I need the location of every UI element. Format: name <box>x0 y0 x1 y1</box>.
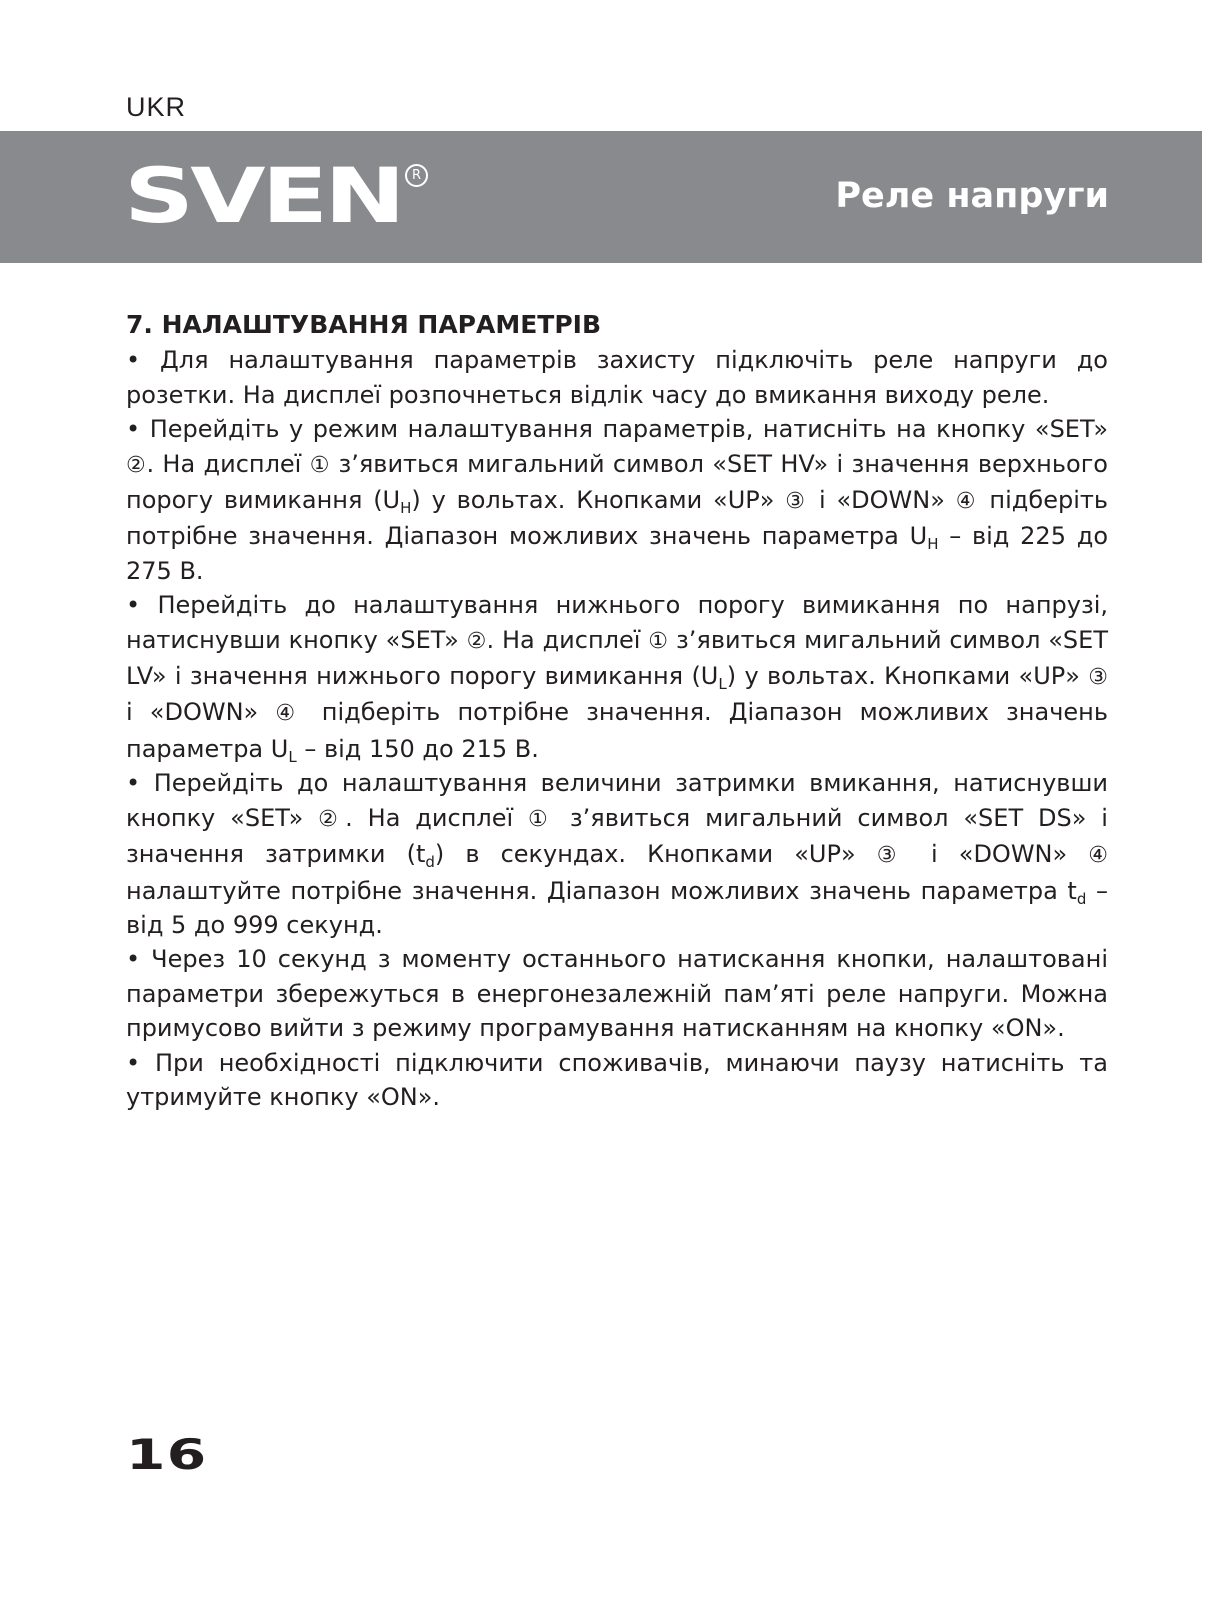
paragraph-connect: • Для налаштування параметрів захисту підключіть реле напруги до розетки. На дисплеї розпочнеться відлік часу до вмикання виходу реле. <box>126 346 1108 409</box>
set-button-ref-icon: ② <box>466 628 487 654</box>
set-button-ref-icon: ② <box>318 806 346 832</box>
down-button-ref-icon: ④ <box>275 701 305 727</box>
down-button-ref-icon: ④ <box>955 489 979 515</box>
display-ref-icon: ① <box>528 806 556 832</box>
paragraph-skip-pause: • При необхідності підключити споживачів, минаючи паузу натисніть та утримуйте кнопку «ON». <box>126 1048 1108 1111</box>
language-code: UKR <box>126 92 187 122</box>
paragraph-set-ds: • Перейдіть до налаштування величини затримки вмикання, натиснувши кнопку «SET» ②. На дисплеї ① з’явиться мигальний символ «SET DS» і значення затримки $(t_d)$ в секундах. Кнопками «UP» ③ і «DOWN» ④ налаштуйте потрібне значення. Діапазон можливих значень параметра $t_d$ – від 5 до 999 секунд. <box>126 769 1109 939</box>
set-button-ref-icon: ② <box>126 452 147 478</box>
display-ref-icon: ① <box>648 628 669 654</box>
up-button-ref-icon: ③ <box>1088 665 1108 691</box>
down-button-ref-icon: ④ <box>1088 843 1109 869</box>
main-content <box>126 308 1108 1114</box>
up-button-ref-icon: ③ <box>785 489 809 515</box>
paragraph-set-lv: • Перейдіть до налаштування нижнього порогу вимикання по напрузі, натиснувши кнопку «SET» ②. На дисплеї ① з’явиться мигальний символ «SET LV» і значення нижнього порогу вимикання $(U_L)$ у вольтах. Кнопками «UP» ③ і «DOWN» ④ підберіть потрібне значення. Діапазон можливих значень параметра $U_L$ – від 150 до 215 В. <box>126 591 1108 766</box>
up-button-ref-icon: ③ <box>876 843 910 869</box>
paragraph-set-hv: • Перейдіть у режим налаштування параметрів, натисніть на кнопку «SET» ②. На дисплеї ① з’явиться мигальний символ «SET HV» і значення верхнього порогу вимикання $(U_H)$ у вольтах. Кнопками «UP» ③ і «DOWN» ④ підберіть потрібне значення. Діапазон можливих значень параметра $U_H$ – від 225 до 275 В. <box>126 415 1108 585</box>
registered-mark-icon: R <box>405 164 428 187</box>
brand-logo: SVEN <box>124 151 402 240</box>
section-title: 7. НАЛАШТУВАННЯ ПАРАМЕТРІВ <box>126 310 602 339</box>
header-title: Реле напруги <box>835 176 1109 216</box>
display-ref-icon: ① <box>309 452 331 478</box>
page-number: 16 <box>126 1430 208 1479</box>
paragraph-save: • Через 10 секунд з моменту останнього натискання кнопки, налаштовані параметри збережуться в енергонезалежній пам’яті реле напруги. Можна примусово вийти з режиму програмування натисканням на кнопку «ON». <box>126 945 1108 1043</box>
